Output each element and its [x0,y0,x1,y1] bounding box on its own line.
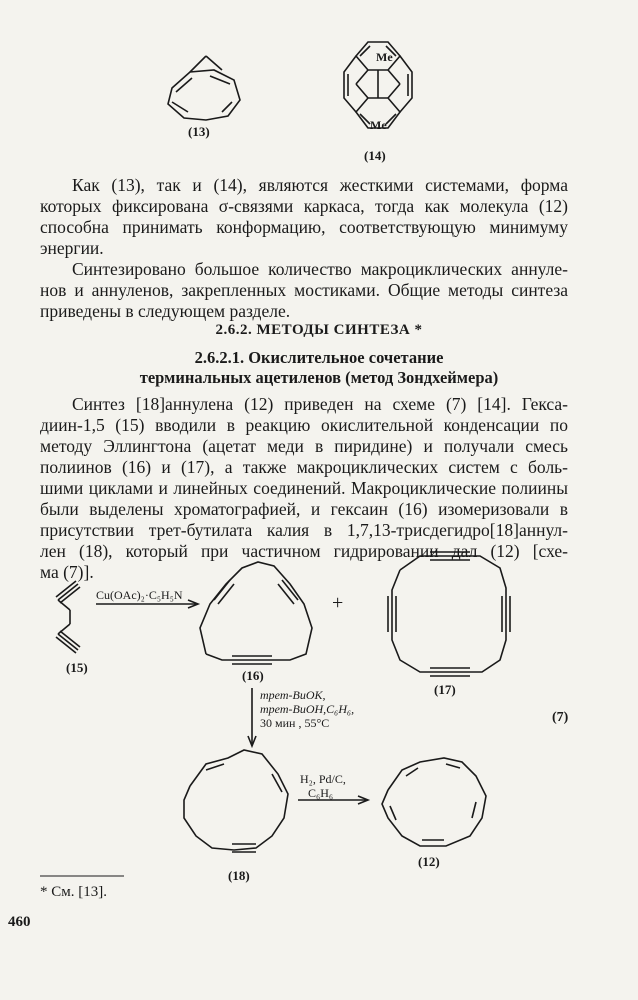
subsection-heading-line1: 2.6.2.1. Окислительное сочетание [194,348,444,367]
compound-18 [184,750,288,852]
footnote: * См. [13]. [40,884,107,900]
text-line: ма (7)]. [40,562,94,582]
scheme-number: (7) [552,710,569,725]
text-line: шими циклами и линейных соединений. Макроциклические полиины [40,478,568,498]
compound-15 [56,581,80,653]
text-line: энергии. [40,238,104,258]
section-heading: 2.6.2. МЕТОДЫ СИНТЕЗА * [215,322,423,338]
me-label-top: Me [376,50,393,64]
reagent-3-line1: H₂, Pd/C, [300,772,346,786]
compound-12 [382,758,486,846]
compound-16 [200,562,312,664]
text-line: нов и аннуленов, закрепленных мостиками. Общие методы синтеза [40,280,568,300]
subsection-heading-line2: терминальных ацетиленов (метод Зондхеймера) [139,368,499,387]
label-13: (13) [188,124,210,139]
text-line: лен (18), который при частичном гидрировании дал (12) [схе- [40,541,568,561]
text-line: которых фиксирована σ-связями каркаса, тогда как молекула (12) [40,196,568,216]
reagent-1: Cu(OAc)₂·C₅H₅N [96,588,183,602]
reagent-3-line2: C₆H₆ [308,786,334,800]
text-line: были выделены хроматографией, и гексаин (16) изомеризовали в [40,499,568,519]
text-line: приведены в следующем разделе. [40,301,291,321]
page-number: 460 [8,914,31,930]
plus-sign: + [332,592,344,614]
label-12: (12) [418,854,440,869]
text-line: диин-1,5 (15) вводили в реакцию окислительной конденсации по [40,415,568,435]
text-line: присутствии трет-бутилата калия в 1,7,13-трисдегидро[18]аннул- [40,520,568,540]
text-line: Синтезировано большое количество макроциклических аннуле- [72,259,568,279]
text-line: Синтез [18]аннулена (12) приведен на схеме (7) [14]. Гекса- [72,394,568,414]
label-15: (15) [66,660,88,675]
text-line: способна принимать конформацию, соответствующую минимуму [40,217,568,237]
text-line: полиинов (16) и (17), а также макроциклических систем с боль- [40,457,568,477]
reagent-2-line3: 30 мин , 55°C [260,716,330,730]
compound-17 [388,552,510,676]
label-18: (18) [228,868,250,883]
text-line: Как (13), так и (14), являются жесткими системами, форма [72,175,568,195]
reagent-2-line1: трет-BuOK, [260,688,326,702]
reaction-arrow-2 [248,688,256,746]
text-line: методу Эллингтона (ацетат меди в пиридине) и получали смесь [40,436,568,456]
label-16: (16) [242,668,264,683]
me-label-bottom: Me [370,118,387,132]
label-17: (17) [434,682,456,697]
reagent-2-line2: трет-BuOH,C₆H₆, [260,702,355,716]
label-14: (14) [364,148,386,163]
